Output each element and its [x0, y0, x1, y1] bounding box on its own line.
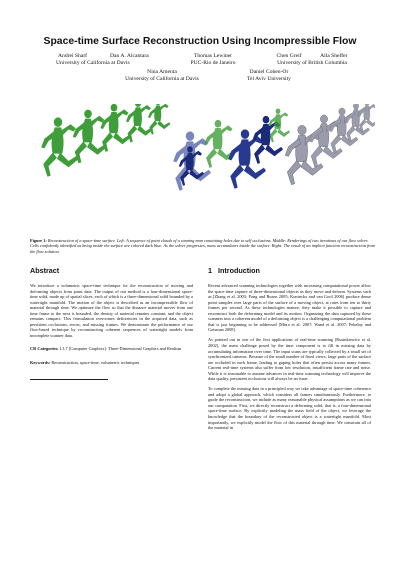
solver-iteration-2 [228, 109, 290, 189]
figure-caption [30, 238, 375, 254]
author-name: Thomas Lewiner [193, 53, 233, 59]
teaser-figure [30, 104, 375, 224]
footnote-rule [30, 379, 108, 380]
cr-label: CR Categories: [30, 346, 59, 352]
cr-categories [30, 346, 193, 352]
figure-caption-text: Reconstruction of a space-time surface. Left: A sequence of point clouds of a running man containing holes due to self occlusions. Middle: Renderings of two iterations of our flow solver. Cells confidently identified as being inside the surface are colored dark blue. As the solver progresses, mass accumulates inside the surface. Right: The result of an implicit function reconstruction from the flow solution. [30, 238, 375, 254]
cr-text: I.3.7 [Computer Graphics]: Three-Dimensional Graphics and Realism [59, 346, 182, 352]
reconstruction-sequence [285, 104, 375, 185]
author-names [256, 53, 368, 60]
keywords-label: Keywords: [30, 360, 51, 366]
runner-figure [358, 104, 375, 132]
author-name: Andrei Sharf [58, 53, 88, 59]
author-name: Nina Amenta [147, 69, 177, 75]
point-cloud-sequence [41, 104, 170, 177]
author-block-amenta [112, 69, 212, 83]
runner-figure [148, 104, 170, 135]
keywords-text: Reconstruction, space-time, volumetric techniques [51, 360, 140, 366]
intro-paragraph: Recent advanced scanning technologies together with increasing computational power allow the space-time capture of three-dimensional objects as they move and deform. Systems such as [Zhang et al. 2003; Fong and Buron 2005; Koninckx and van Gool 2006] produce dense point samples over large parts of the surface of a moving object, at rates from ten to thirty frames per second. As these technologies mature, they make it possible to capture and reconstruct both the deforming model and its motion. Organizing the data captured by these scanners into a coherent model of a deforming object is a challenging computational problem that is just beginning to be addressed [Mitra et al. 2007; Wand et al. 2007; Pekelny and Gotsman 2008]. [208, 283, 371, 333]
runner-figure [126, 104, 153, 143]
intro-paragraph: As pointed out in one of the first applications of real-time scanning [Rusinkiewicz et al. 2002], the main challenge posed by the time component is to fill in missing data by accumulating information over time. The input scans are typically collected by a small set of synchronized cameras. Because of the small number of fixed views, large parts of the surface are occluded in each frame, leading to gaping holes that often persist across many frames. Current real-time systems also suffer from low resolution, insufficient frame rate and noise. While it is reasonable to assume advances in real-time scanning technology will improve the data quality, persistent occlusions will always be an issue. [208, 337, 371, 382]
author-block-cohen-or [234, 69, 304, 83]
author-name: Alla Sheffer [320, 53, 348, 59]
author-block-alcantara [56, 53, 170, 67]
author-block-lewiner [178, 53, 248, 67]
introduction-column [208, 283, 371, 435]
author-name: Daniel Cohen-Or [249, 69, 289, 75]
abstract-text: We introduce a volumetric space-time technique for the reconstruction of moving and deforming objects from point data. The output of our method is a four-dimensional space-time solid, made up of spatial slices, each of which is a three-dimensional solid bounded by a watertight manifold. The motion of the object is described as an incompressible flow of material through time. We optimize the flow so that the distance material moves from one time frame to the next is bounded, the density of material remains constant, and the object remains compact. This formulation overcomes deficiencies in the acquired data, such as persistent occlusions, errors, and missing frames. We demonstrate the performance of our flow-based technique by reconstructing coherent sequences of watertight models from incomplete scanner data. [30, 283, 193, 338]
runner-figure [100, 104, 131, 152]
author-affiliation: PUC-Rio de Janeiro [190, 60, 236, 66]
author-block-greif-sheffer [256, 53, 368, 67]
author-affiliation: Tel Aviv University [247, 76, 291, 82]
author-affiliation: University of California at Davis [56, 60, 130, 66]
intro-paragraph: To complete the missing data in a principled way we take advantage of space-time coherence and adopt a global approach, which considers all frames simultaneously. Furthermore, to guide the reconstruction, we include as many reasonable physical assumptions as we can into our computation. First, we directly reconstruct a deforming solid, that is, a four-dimensional space-time surface. By explicitly modeling the mass field of the object, we leverage the knowledge that the boundary of the reconstructed object is a watertight manifold. Most importantly, we explicitly model the flow of this material through time. We constrain all of the material in [208, 386, 371, 431]
abstract-column [30, 283, 193, 370]
abstract-heading: Abstract [30, 266, 60, 275]
author-name: Dan A. Alcantara [110, 53, 149, 59]
runner-figure [73, 110, 107, 164]
author-name: Chen Greif [276, 53, 302, 59]
author-affiliation: University of California at Davis [125, 76, 199, 82]
runner-figure [41, 117, 79, 176]
introduction-heading: 1 Introduction [208, 266, 260, 275]
author-affiliation: University of British Columbia [277, 60, 347, 66]
figure-caption-label: Figure 1: [30, 238, 47, 243]
keywords [30, 360, 193, 366]
solver-iteration-1 [173, 120, 235, 191]
paper-title: Space-time Surface Reconstruction Using Incompressible Flow [43, 36, 357, 47]
